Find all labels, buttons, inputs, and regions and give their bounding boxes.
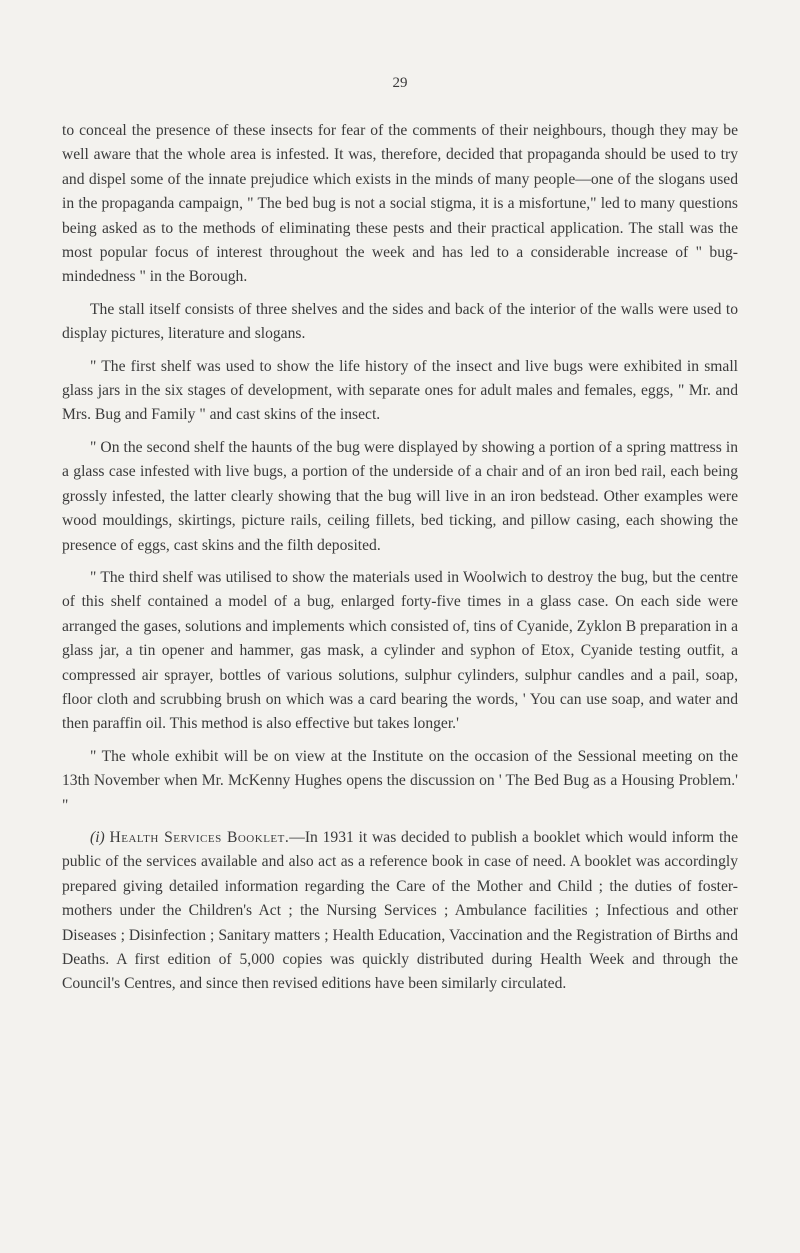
section-body: —In 1931 it was decided to publish a booklet which would inform the public of the services available and also act as a reference book in case of need. A booklet was accordingly prepared giving detailed information regarding the Care of the Mother and Child ; the duties of foster-mothers under the Children's Act ; the Nursing Services ; Ambulance facilities ; Infectious and other Diseases ; Disinfection ; Sanitary matters ; Health Education, Vaccination and the Registration of Births and Deaths. A first edition of 5,000 copies was quickly distributed during Health Week and through the Council's Centres, and since then revised editions have been similarly circulated. — [62, 828, 739, 993]
paragraph-stall-description: The stall itself consists of three shelves and the sides and back of the interior of the walls were used to display pictures, literature and slogans. — [62, 300, 738, 343]
paragraph-continuation: to conceal the presence of these insects for fear of the comments of their neighbours, though they may be well aware that the whole area is infested. It was, therefore, decided that propaganda should be used to try and dispel some of the innate prejudice which exists in the minds of many people—one of the slogans used in the propaganda campaign, " The bed bug is not a social stigma, it is a misfortune," led to many questions being asked as to the methods of eliminating these pests and their practical application. The stall was the most popular focus of interest throughout the week and has led to a considerable increase of " bug-mindedness " in the Borough. — [62, 122, 738, 286]
section-heading: Health Services Booklet. — [109, 828, 290, 846]
paragraph-health-services-booklet — [62, 826, 738, 997]
document-page — [62, 75, 738, 1005]
section-label: (i) — [90, 828, 105, 846]
paragraph-second-shelf: " On the second shelf the haunts of the bug were displayed by showing a portion of a spring mattress in a glass case infested with live bugs, a portion of the underside of a chair and of an iron bed rail, each being grossly infested, the latter clearly showing that the bug will live in an iron bedstead. Other examples were wood mouldings, skirtings, picture rails, ceiling fillets, bed ticking, and pillow casing, each showing the presence of eggs, cast skins and the filth deposited. — [62, 438, 738, 554]
page-number: 29 — [392, 75, 408, 91]
paragraph-first-shelf: " The first shelf was used to show the life history of the insect and live bugs were exhibited in small glass jars in the six stages of development, with separate ones for adult males and females, eggs, " Mr. and Mrs. Bug and Family " and cast skins of the insect. — [62, 357, 738, 424]
paragraph-exhibit-view: " The whole exhibit will be on view at the Institute on the occasion of the Sessional meeting on the 13th November when Mr. McKenny Hughes opens the discussion on ' The Bed Bug as a Housing Problem.' " — [62, 747, 738, 814]
paragraph-third-shelf: " The third shelf was utilised to show the materials used in Woolwich to destroy the bug, but the centre of this shelf contained a model of a bug, enlarged forty-five times in a glass case. On each side were arranged the gases, solutions and implements which consisted of, tins of Cyanide, Zyklon B preparation in a glass jar, a tin opener and hammer, gas mask, a cylinder and syphon of Etox, Cyanide testing outfit, a compressed air sprayer, bottles of various solutions, sulphur cylinders, sulphur candles and a pail, soap, floor cloth and scrubbing brush on which was a card bearing the words, ' You can use soap, and water and then paraffin oil. This method is also effective but takes longer.' — [62, 568, 738, 733]
